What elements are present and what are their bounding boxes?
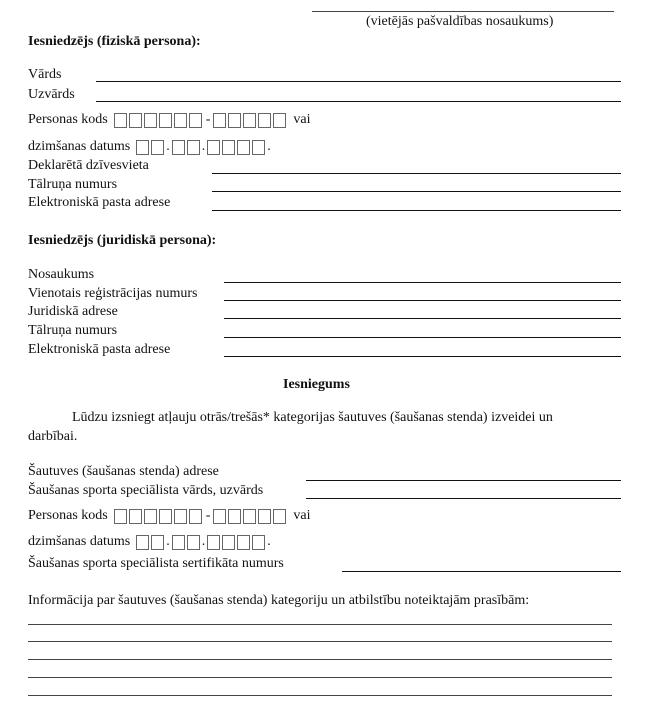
legal-address-field[interactable] [224,318,621,319]
code-digit-box[interactable] [189,509,202,524]
application-title: Iesniegums [283,377,350,392]
legal-email-label: Elektroniskā pasta adrese [28,342,171,357]
date-digit-box[interactable] [207,140,220,155]
code-digit-box[interactable] [174,113,187,128]
birth-date-label: dzimšanas datums [28,139,131,154]
date-digit-box[interactable] [237,535,250,550]
or-label: vai [293,508,311,523]
specialist-personal-code-row [28,508,311,524]
name-field[interactable] [96,81,621,82]
info-label: Informācija par šautuves (šaušanas stenda) kategoriju un atbilstību noteiktajām prasībām: [28,593,530,608]
specialist-birth-date-row [28,534,271,550]
code-digit-box[interactable] [258,113,271,128]
date-digit-box[interactable] [172,140,185,155]
specialist-birth-date-label: dzimšanas datums [28,534,131,549]
reg-number-label: Vienotais reģistrācijas numurs [28,286,198,301]
reg-number-field[interactable] [224,300,621,301]
date-digit-box[interactable] [207,535,220,550]
request-text-line2: darbībai. [28,429,78,444]
code-separator: - [205,112,211,127]
code-digit-box[interactable] [273,509,286,524]
info-line[interactable] [28,659,612,660]
code-digit-box[interactable] [189,113,202,128]
code-digit-box[interactable] [144,509,157,524]
company-name-field[interactable] [224,282,621,283]
code-digit-box[interactable] [129,509,142,524]
range-address-label: Šautuves (šaušanas stenda) adrese [28,464,219,479]
municipality-caption: (vietējās pašvaldības nosaukums) [366,14,554,29]
company-name-label: Nosaukums [28,267,95,282]
date-digit-box[interactable] [136,140,149,155]
request-text-line1: Lūdzu izsniegt atļauju otrās/trešās* kategorijas šautuves (šaušanas stenda) izveidei un [72,410,553,425]
code-digit-box[interactable] [213,509,226,524]
code-digit-box[interactable] [243,113,256,128]
specialist-name-field[interactable] [306,498,621,499]
date-digit-box[interactable] [151,535,164,550]
code-digit-box[interactable] [159,113,172,128]
legal-phone-field[interactable] [224,337,621,338]
date-separator: . [201,139,206,154]
surname-field[interactable] [96,101,621,102]
code-digit-box[interactable] [129,113,142,128]
physical-person-title: Iesniedzējs (fiziskā persona): [28,34,201,49]
date-digit-box[interactable] [136,535,149,550]
date-digit-box[interactable] [252,535,265,550]
name-label: Vārds [28,67,62,82]
date-digit-box[interactable] [187,535,200,550]
date-end-dot: . [267,534,271,549]
info-line[interactable] [28,695,612,696]
code-digit-box[interactable] [144,113,157,128]
date-end-dot: . [267,139,271,154]
range-address-field[interactable] [306,480,621,481]
certificate-label: Šaušanas sporta speciālista sertifikāta numurs [28,556,284,571]
date-separator: . [201,534,206,549]
municipality-name-field[interactable] [312,11,614,12]
specialist-personal-code-label: Personas kods [28,508,108,523]
code-digit-box[interactable] [174,509,187,524]
code-digit-box[interactable] [273,113,286,128]
phone-label: Tālruņa numurs [28,177,118,192]
info-line[interactable] [28,677,612,678]
legal-phone-label: Tālruņa numurs [28,323,118,338]
legal-address-label: Juridiskā adrese [28,304,118,319]
date-digit-box[interactable] [187,140,200,155]
code-digit-box[interactable] [228,113,241,128]
certificate-field[interactable] [342,571,621,572]
personal-code-label: Personas kods [28,112,108,127]
date-digit-box[interactable] [222,535,235,550]
email-field[interactable] [212,210,621,211]
code-digit-box[interactable] [114,509,127,524]
legal-person-title: Iesniedzējs (juridiskā persona): [28,233,217,248]
surname-label: Uzvārds [28,87,75,102]
code-separator: - [205,508,211,523]
date-digit-box[interactable] [222,140,235,155]
date-digit-box[interactable] [237,140,250,155]
date-digit-box[interactable] [252,140,265,155]
phone-field[interactable] [212,191,621,192]
email-label: Elektroniskā pasta adrese [28,195,171,210]
declared-residence-field[interactable] [212,173,621,174]
info-line[interactable] [28,624,612,625]
legal-email-field[interactable] [224,356,621,357]
or-label: vai [293,112,311,127]
code-digit-box[interactable] [114,113,127,128]
date-digit-box[interactable] [172,535,185,550]
code-digit-box[interactable] [213,113,226,128]
personal-code-row [28,112,311,128]
date-separator: . [166,534,170,549]
birth-date-row [28,139,271,155]
code-digit-box[interactable] [159,509,172,524]
specialist-name-label: Šaušanas sporta speciālista vārds, uzvārds [28,483,264,498]
code-digit-box[interactable] [243,509,256,524]
code-digit-box[interactable] [228,509,241,524]
code-digit-box[interactable] [258,509,271,524]
info-line[interactable] [28,641,612,642]
date-digit-box[interactable] [151,140,164,155]
date-separator: . [166,139,170,154]
declared-residence-label: Deklarētā dzīvesvieta [28,158,149,173]
